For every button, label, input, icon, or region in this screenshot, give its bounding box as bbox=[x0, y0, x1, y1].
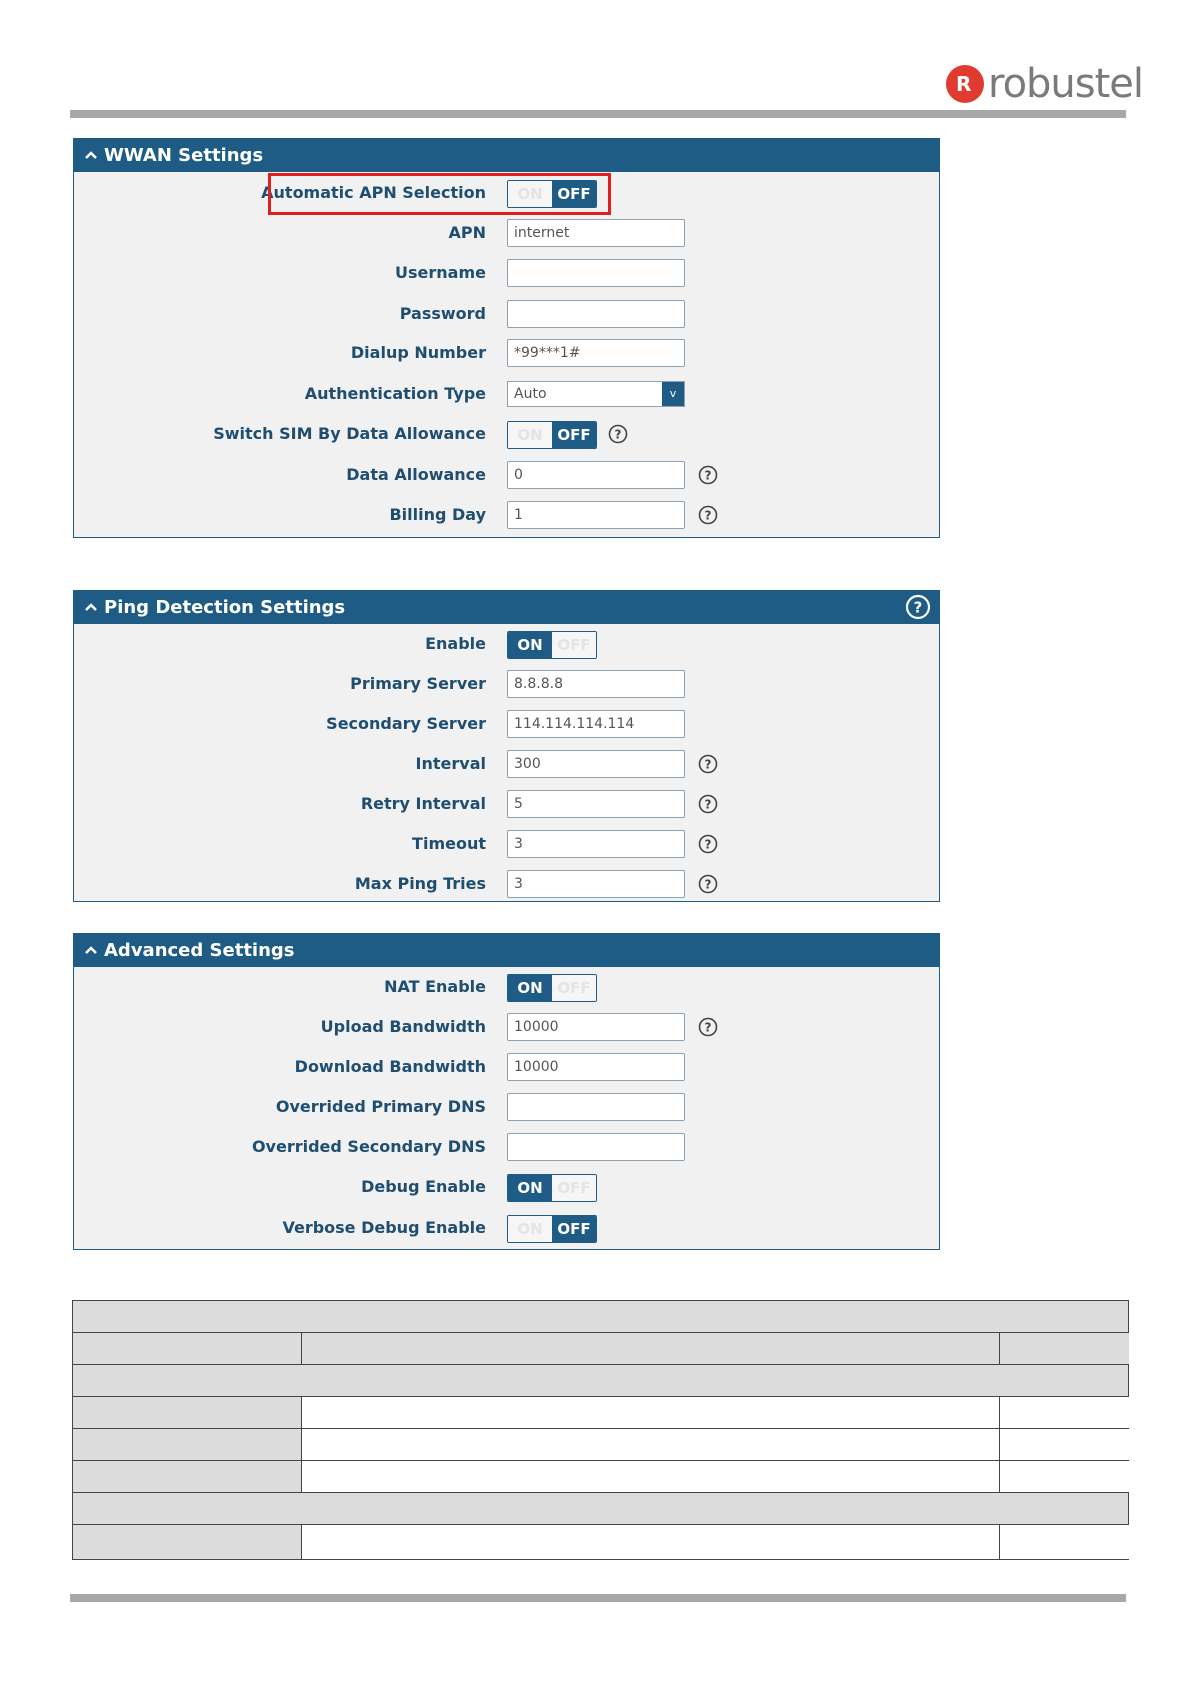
footer-rule bbox=[70, 1594, 1126, 1602]
table-cell bbox=[302, 1429, 1000, 1460]
toggle-off: OFF bbox=[552, 422, 596, 448]
download-bandwidth-row bbox=[74, 1051, 939, 1083]
auth-type-value: Auto bbox=[514, 386, 547, 402]
apn-label: APN bbox=[448, 223, 486, 242]
apn-input[interactable]: internet bbox=[507, 219, 685, 247]
table-row bbox=[73, 1525, 1128, 1559]
robustel-logo-mark bbox=[946, 65, 984, 103]
table-cell bbox=[73, 1525, 302, 1559]
debug-enable-toggle[interactable] bbox=[507, 1174, 597, 1202]
retry-interval-label: Retry Interval bbox=[360, 794, 486, 813]
advanced-settings-panel bbox=[73, 933, 940, 1250]
verbose-debug-toggle[interactable] bbox=[507, 1215, 597, 1243]
toggle-on: ON bbox=[508, 1216, 552, 1242]
password-label: Password bbox=[399, 304, 486, 323]
auth-type-select[interactable] bbox=[507, 381, 685, 407]
max-ping-tries-row bbox=[74, 868, 939, 900]
switch-sim-row bbox=[74, 418, 939, 450]
data-allowance-input[interactable]: 0 bbox=[507, 461, 685, 489]
auto-apn-highlight-box bbox=[268, 173, 611, 215]
table-cell bbox=[1000, 1525, 1129, 1559]
billing-day-row bbox=[74, 499, 939, 531]
secondary-dns-row bbox=[74, 1131, 939, 1163]
help-icon[interactable] bbox=[698, 794, 718, 814]
interval-row bbox=[74, 748, 939, 780]
username-label: Username bbox=[395, 263, 486, 282]
timeout-label: Timeout bbox=[412, 834, 486, 853]
table-row bbox=[73, 1493, 1128, 1525]
table-cell bbox=[302, 1461, 1000, 1492]
max-ping-tries-input[interactable]: 3 bbox=[507, 870, 685, 898]
primary-dns-input[interactable] bbox=[507, 1093, 685, 1121]
dialup-label: Dialup Number bbox=[350, 343, 486, 362]
table-cell bbox=[1000, 1429, 1129, 1460]
table-cell bbox=[73, 1397, 302, 1428]
header-rule bbox=[70, 110, 1126, 118]
table-cell bbox=[1000, 1333, 1129, 1364]
help-icon[interactable] bbox=[608, 424, 628, 444]
switch-sim-toggle[interactable] bbox=[507, 421, 597, 449]
ping-enable-toggle[interactable] bbox=[507, 631, 597, 659]
svg-text:?: ? bbox=[704, 508, 712, 523]
ping-detection-header[interactable] bbox=[74, 590, 939, 624]
help-icon[interactable] bbox=[698, 874, 718, 894]
svg-text:?: ? bbox=[614, 427, 622, 442]
download-bandwidth-label: Download Bandwidth bbox=[294, 1057, 486, 1076]
advanced-settings-title: Advanced Settings bbox=[104, 939, 295, 961]
svg-text:?: ? bbox=[704, 877, 712, 892]
upload-bandwidth-row bbox=[74, 1011, 939, 1043]
robustel-logo-text: robustel bbox=[988, 61, 1144, 107]
billing-day-input[interactable]: 1 bbox=[507, 501, 685, 529]
upload-bandwidth-label: Upload Bandwidth bbox=[320, 1017, 486, 1036]
debug-enable-label: Debug Enable bbox=[361, 1177, 486, 1196]
interval-label: Interval bbox=[415, 754, 486, 773]
table-row bbox=[73, 1333, 1128, 1365]
table-cell bbox=[302, 1525, 1000, 1559]
debug-enable-row bbox=[74, 1171, 939, 1203]
username-input[interactable] bbox=[507, 259, 685, 287]
toggle-off: OFF bbox=[552, 1216, 596, 1242]
auth-type-label: Authentication Type bbox=[304, 384, 486, 403]
svg-text:?: ? bbox=[704, 797, 712, 812]
apn-row bbox=[74, 217, 939, 249]
retry-interval-input[interactable]: 5 bbox=[507, 790, 685, 818]
nat-enable-row bbox=[74, 971, 939, 1003]
robustel-logo bbox=[946, 61, 1144, 107]
help-icon[interactable] bbox=[698, 754, 718, 774]
primary-dns-label: Overrided Primary DNS bbox=[275, 1097, 486, 1116]
verbose-debug-row bbox=[74, 1212, 939, 1244]
toggle-on: ON bbox=[508, 181, 552, 207]
dialup-row bbox=[74, 337, 939, 369]
toggle-off: OFF bbox=[552, 975, 596, 1001]
primary-server-input[interactable]: 8.8.8.8 bbox=[507, 670, 685, 698]
toggle-off: OFF bbox=[552, 181, 596, 207]
wwan-settings-header[interactable] bbox=[74, 138, 939, 172]
timeout-input[interactable]: 3 bbox=[507, 830, 685, 858]
table-cell bbox=[73, 1461, 302, 1492]
table-cell bbox=[302, 1333, 1000, 1364]
secondary-server-row bbox=[74, 708, 939, 740]
help-icon[interactable] bbox=[698, 834, 718, 854]
password-row bbox=[74, 298, 939, 330]
svg-text:?: ? bbox=[704, 468, 712, 483]
toggle-on: ON bbox=[508, 632, 552, 658]
table-row bbox=[73, 1461, 1128, 1493]
retry-interval-row bbox=[74, 788, 939, 820]
download-bandwidth-input[interactable]: 10000 bbox=[507, 1053, 685, 1081]
toggle-on: ON bbox=[508, 1175, 552, 1201]
username-row bbox=[74, 257, 939, 289]
chevron-up-icon bbox=[82, 146, 100, 164]
primary-dns-row bbox=[74, 1091, 939, 1123]
max-ping-tries-label: Max Ping Tries bbox=[354, 874, 486, 893]
primary-server-row bbox=[74, 668, 939, 700]
table-cell bbox=[73, 1429, 302, 1460]
ping-enable-row bbox=[74, 628, 939, 660]
primary-server-label: Primary Server bbox=[350, 674, 486, 693]
table-row bbox=[73, 1365, 1128, 1397]
data-allowance-label: Data Allowance bbox=[346, 465, 486, 484]
help-icon[interactable] bbox=[698, 505, 718, 525]
nat-enable-toggle[interactable] bbox=[507, 974, 597, 1002]
password-input[interactable] bbox=[507, 300, 685, 328]
advanced-settings-header[interactable] bbox=[74, 933, 939, 967]
secondary-server-input[interactable]: 114.114.114.114 bbox=[507, 710, 685, 738]
parameter-table bbox=[72, 1300, 1129, 1560]
billing-day-label: Billing Day bbox=[389, 505, 486, 524]
dialup-input[interactable]: *99***1# bbox=[507, 339, 685, 367]
table-row bbox=[73, 1429, 1128, 1461]
toggle-on: ON bbox=[508, 422, 552, 448]
table-cell bbox=[1000, 1461, 1129, 1492]
table-cell bbox=[302, 1397, 1000, 1428]
secondary-dns-label: Overrided Secondary DNS bbox=[251, 1137, 486, 1156]
switch-sim-label: Switch SIM By Data Allowance bbox=[213, 424, 486, 443]
ping-detection-title: Ping Detection Settings bbox=[104, 596, 346, 618]
interval-input[interactable]: 300 bbox=[507, 750, 685, 778]
table-cell bbox=[73, 1333, 302, 1364]
svg-text:R: R bbox=[956, 72, 972, 96]
help-icon[interactable] bbox=[698, 1017, 718, 1037]
help-icon[interactable] bbox=[905, 594, 931, 620]
svg-text:?: ? bbox=[704, 837, 712, 852]
timeout-row bbox=[74, 828, 939, 860]
dropdown-arrow-icon[interactable]: v bbox=[662, 382, 684, 406]
verbose-debug-label: Verbose Debug Enable bbox=[282, 1218, 486, 1237]
table-row bbox=[73, 1397, 1128, 1429]
data-allowance-row bbox=[74, 459, 939, 491]
auth-type-row bbox=[74, 378, 939, 410]
chevron-up-icon bbox=[82, 941, 100, 959]
toggle-off: OFF bbox=[552, 632, 596, 658]
svg-text:?: ? bbox=[913, 598, 923, 617]
chevron-up-icon bbox=[82, 598, 100, 616]
ping-enable-label: Enable bbox=[425, 634, 486, 653]
nat-enable-label: NAT Enable bbox=[384, 977, 486, 996]
svg-text:?: ? bbox=[704, 1020, 712, 1035]
secondary-server-label: Secondary Server bbox=[326, 714, 486, 733]
secondary-dns-input[interactable] bbox=[507, 1133, 685, 1161]
upload-bandwidth-input[interactable]: 10000 bbox=[507, 1013, 685, 1041]
svg-text:?: ? bbox=[704, 757, 712, 772]
auto-apn-label: Automatic APN Selection bbox=[261, 183, 486, 202]
toggle-off: OFF bbox=[552, 1175, 596, 1201]
ping-detection-panel bbox=[73, 590, 940, 902]
help-icon[interactable] bbox=[698, 465, 718, 485]
toggle-on: ON bbox=[508, 975, 552, 1001]
table-cell bbox=[1000, 1397, 1129, 1428]
wwan-settings-title: WWAN Settings bbox=[104, 144, 264, 166]
table-row bbox=[73, 1301, 1128, 1333]
